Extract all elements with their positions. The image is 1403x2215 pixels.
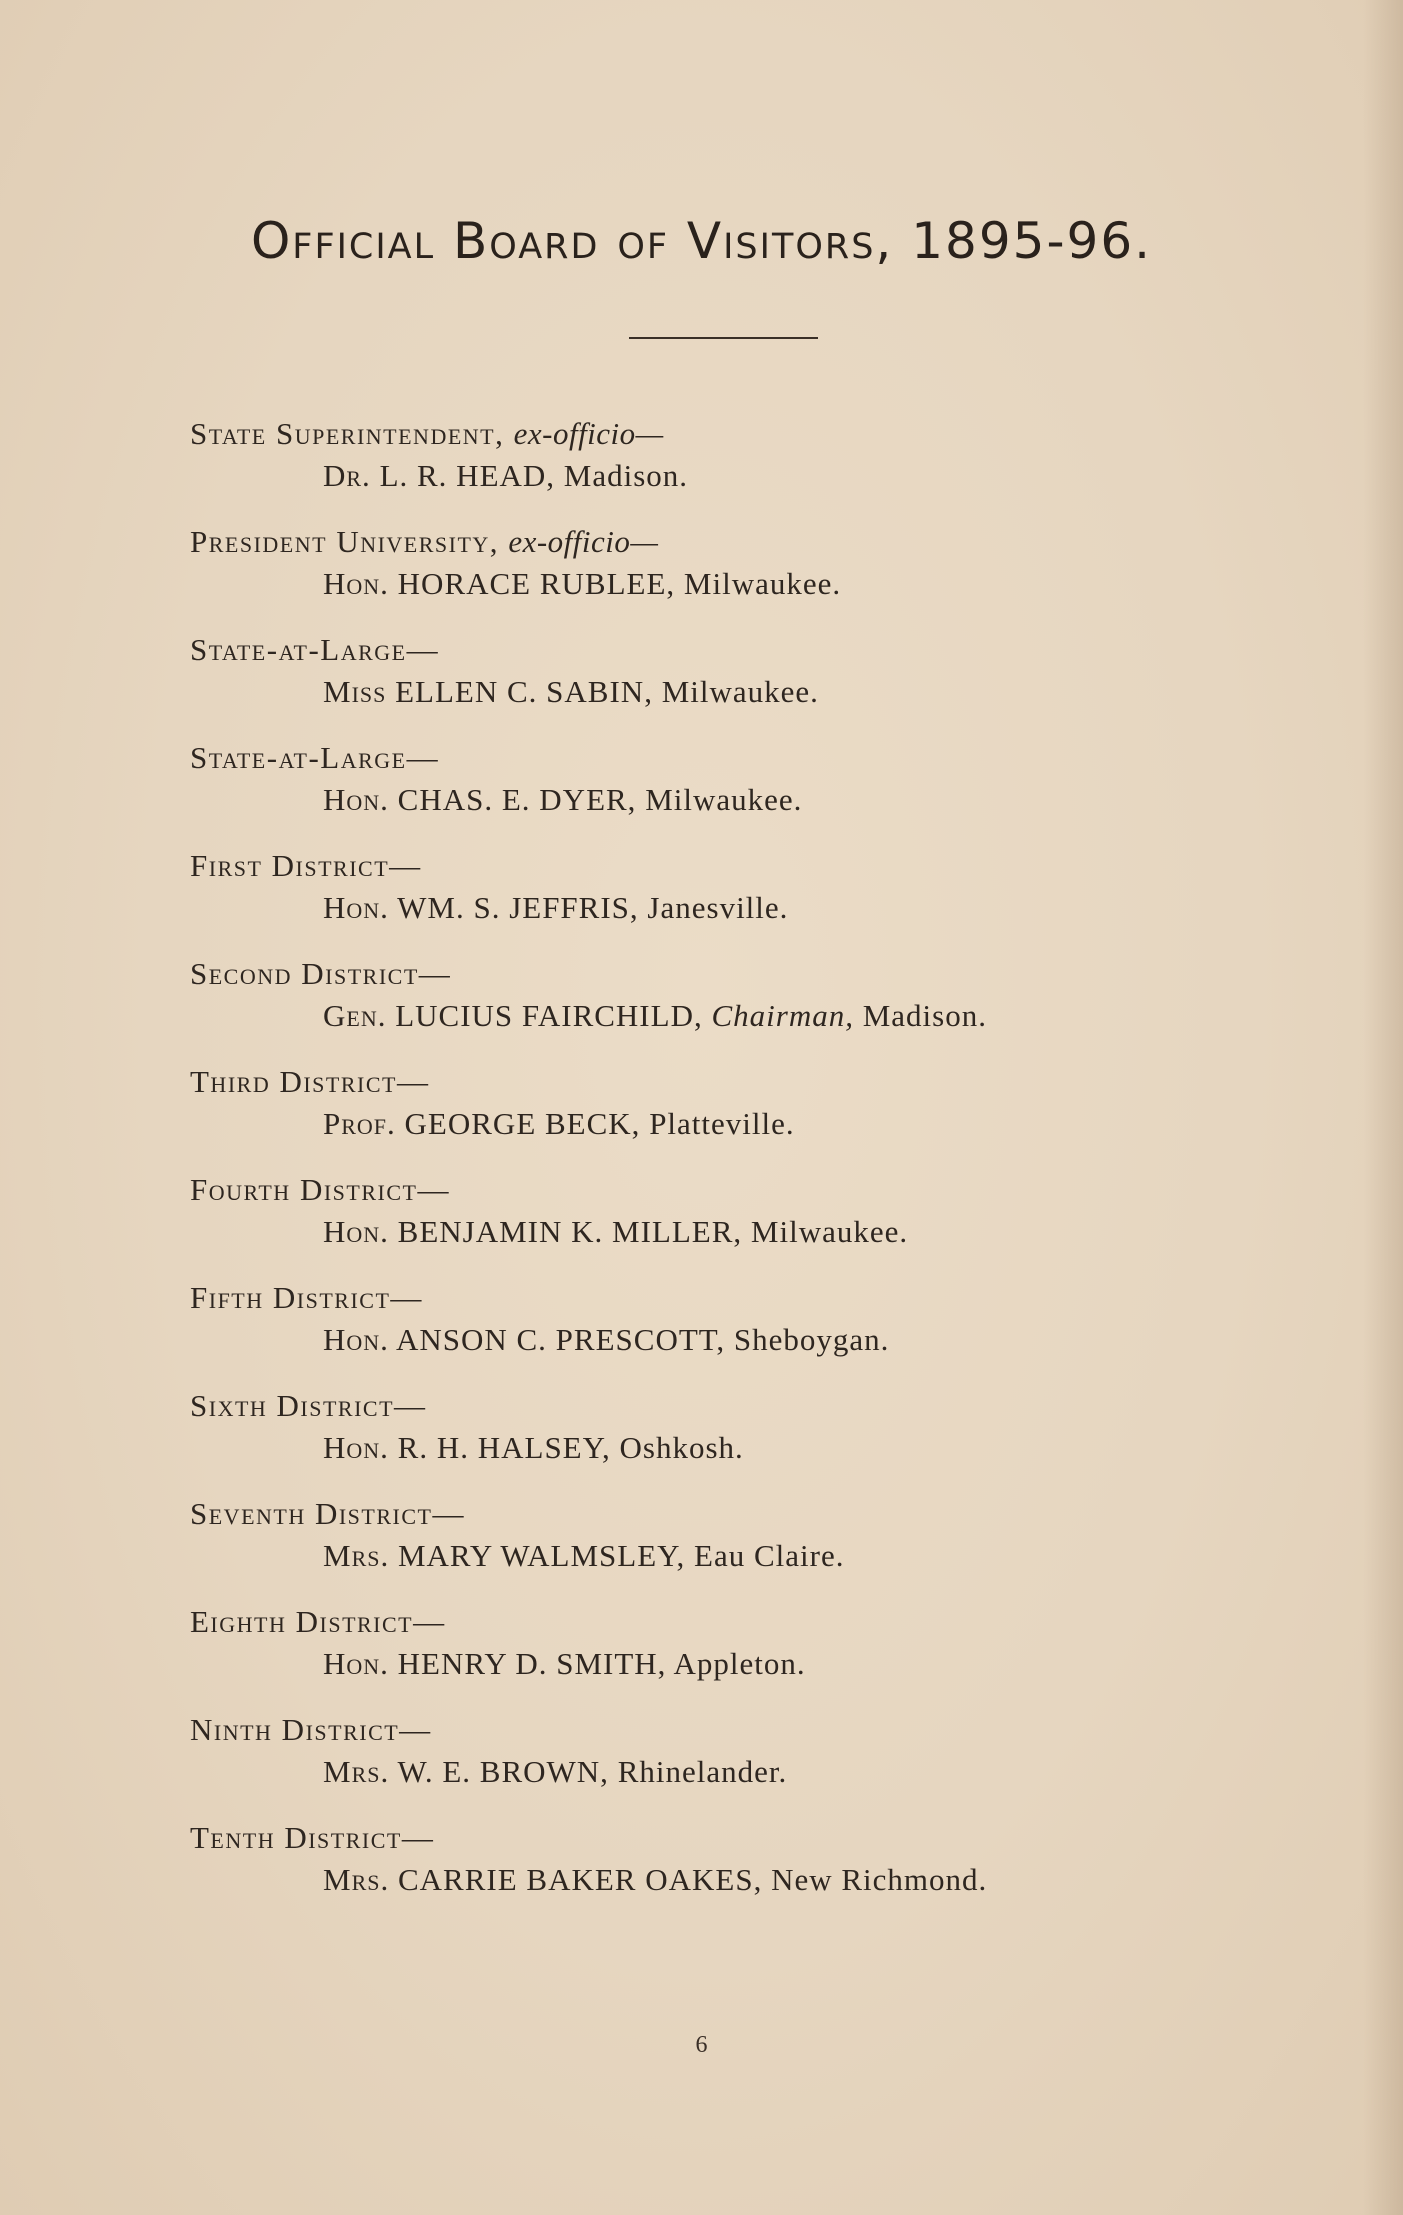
office-name: Fifth District—: [190, 1280, 423, 1315]
board-member-entry: [190, 1060, 1340, 1168]
office-label: [190, 1384, 427, 1428]
office-label: [190, 628, 439, 672]
board-member-entry: [190, 1492, 1340, 1600]
member-place: Janesville.: [647, 890, 789, 925]
member-title: Dr.: [323, 458, 371, 493]
member-name: LUCIUS FAIRCHILD,: [395, 998, 703, 1033]
member-name: WM. S. JEFFRIS,: [397, 890, 639, 925]
member-title: Hon.: [323, 890, 389, 925]
member-line: [323, 886, 788, 930]
member-title: Hon.: [323, 566, 389, 601]
member-title: Mrs.: [323, 1538, 390, 1573]
board-member-entry: [190, 1168, 1340, 1276]
page-number: 6: [695, 2032, 708, 2058]
member-line: [323, 562, 841, 606]
member-name: HENRY D. SMITH,: [397, 1646, 667, 1681]
member-place: Platteville.: [649, 1106, 795, 1141]
member-name: CHAS. E. DYER,: [397, 782, 637, 817]
office-label: [190, 844, 422, 888]
member-title: Hon.: [323, 782, 389, 817]
office-name: Fourth District—: [190, 1172, 450, 1207]
board-member-entry: [190, 1276, 1340, 1384]
office-label: [190, 1600, 446, 1644]
member-name: HORACE RUBLEE,: [397, 566, 676, 601]
office-label: [190, 1816, 434, 1860]
board-member-entry: [190, 520, 1340, 628]
office-label: [190, 952, 451, 996]
member-name: ELLEN C. SABIN,: [395, 674, 653, 709]
board-member-entry: [190, 412, 1340, 520]
board-member-entry: [190, 1600, 1340, 1708]
member-name: MARY WALMSLEY,: [397, 1538, 686, 1573]
office-name: Ninth District—: [190, 1712, 432, 1747]
member-name: CARRIE BAKER OAKES,: [397, 1862, 763, 1897]
board-member-entry: [190, 952, 1340, 1060]
member-name: GEORGE BECK,: [404, 1106, 641, 1141]
member-place: Oshkosh.: [619, 1430, 744, 1465]
member-title: Miss: [323, 674, 387, 709]
member-line: [323, 1642, 806, 1686]
office-label: [190, 1060, 429, 1104]
board-member-list: [190, 412, 1340, 1924]
member-place: Madison.: [862, 998, 987, 1033]
member-place: Milwaukee.: [661, 674, 819, 709]
board-member-entry: [190, 736, 1340, 844]
office-name: Second District—: [190, 956, 452, 991]
board-member-entry: [190, 1708, 1340, 1816]
office-suffix: ex-officio—: [513, 416, 664, 451]
office-name: Tenth District—: [190, 1820, 435, 1855]
member-name: BENJAMIN K. MILLER,: [397, 1214, 743, 1249]
office-suffix: ex-officio—: [508, 524, 659, 559]
member-title: Hon.: [323, 1646, 389, 1681]
office-name: First District—: [190, 848, 422, 883]
office-label: [190, 1168, 450, 1212]
member-title: Prof.: [323, 1106, 396, 1141]
member-place: Milwaukee.: [683, 566, 842, 601]
member-line: [323, 1318, 889, 1362]
office-name: President University,: [190, 524, 500, 559]
member-title: Mrs.: [323, 1862, 390, 1897]
member-title: Gen.: [323, 998, 387, 1033]
member-place: Eau Claire.: [694, 1538, 845, 1573]
member-line: [323, 1858, 987, 1902]
member-place: New Richmond.: [771, 1862, 988, 1897]
title-divider: [629, 337, 818, 339]
office-name: State-at-Large—: [190, 632, 440, 667]
office-label: [190, 1492, 465, 1536]
member-place: Appleton.: [673, 1646, 806, 1681]
office-label: [190, 520, 658, 564]
member-line: [323, 454, 688, 498]
page-edge-shadow: [1363, 0, 1403, 2215]
member-line: [323, 670, 819, 714]
member-line: [323, 1426, 744, 1470]
member-line: [323, 1750, 787, 1794]
office-name: Seventh District—: [190, 1496, 465, 1531]
board-member-entry: [190, 1816, 1340, 1924]
office-name: Sixth District—: [190, 1388, 427, 1423]
member-line: [323, 1102, 795, 1146]
member-role: Chairman,: [711, 998, 854, 1033]
member-title: Hon.: [323, 1214, 389, 1249]
member-name: ANSON C. PRESCOTT,: [395, 1322, 726, 1357]
member-line: [323, 1534, 845, 1578]
member-place: Milwaukee.: [645, 782, 803, 817]
office-label: [190, 1708, 432, 1752]
office-name: State-at-Large—: [190, 740, 440, 775]
member-place: Madison.: [563, 458, 689, 493]
member-name: L. R. HEAD,: [379, 458, 556, 493]
member-place: Sheboygan.: [733, 1322, 890, 1357]
member-name: R. H. HALSEY,: [397, 1430, 611, 1465]
member-line: [323, 994, 987, 1038]
office-name: Eighth District—: [190, 1604, 446, 1639]
member-place: Milwaukee.: [750, 1214, 909, 1249]
board-member-entry: [190, 628, 1340, 736]
member-line: [323, 778, 802, 822]
member-line: [323, 1210, 908, 1254]
member-title: Hon.: [323, 1430, 389, 1465]
office-name: Third District—: [190, 1064, 430, 1099]
office-label: [190, 1276, 423, 1320]
office-label: [190, 736, 439, 780]
board-member-entry: [190, 1384, 1340, 1492]
member-title: Mrs.: [323, 1754, 390, 1789]
office-label: [190, 412, 664, 456]
member-name: W. E. BROWN,: [397, 1754, 609, 1789]
board-member-entry: [190, 844, 1340, 952]
office-name: State Superintendent,: [190, 416, 505, 451]
page-title: Official Board of Visitors, 1895-96.: [250, 212, 1153, 270]
member-title: Hon.: [323, 1322, 389, 1357]
member-place: Rhinelander.: [617, 1754, 788, 1789]
